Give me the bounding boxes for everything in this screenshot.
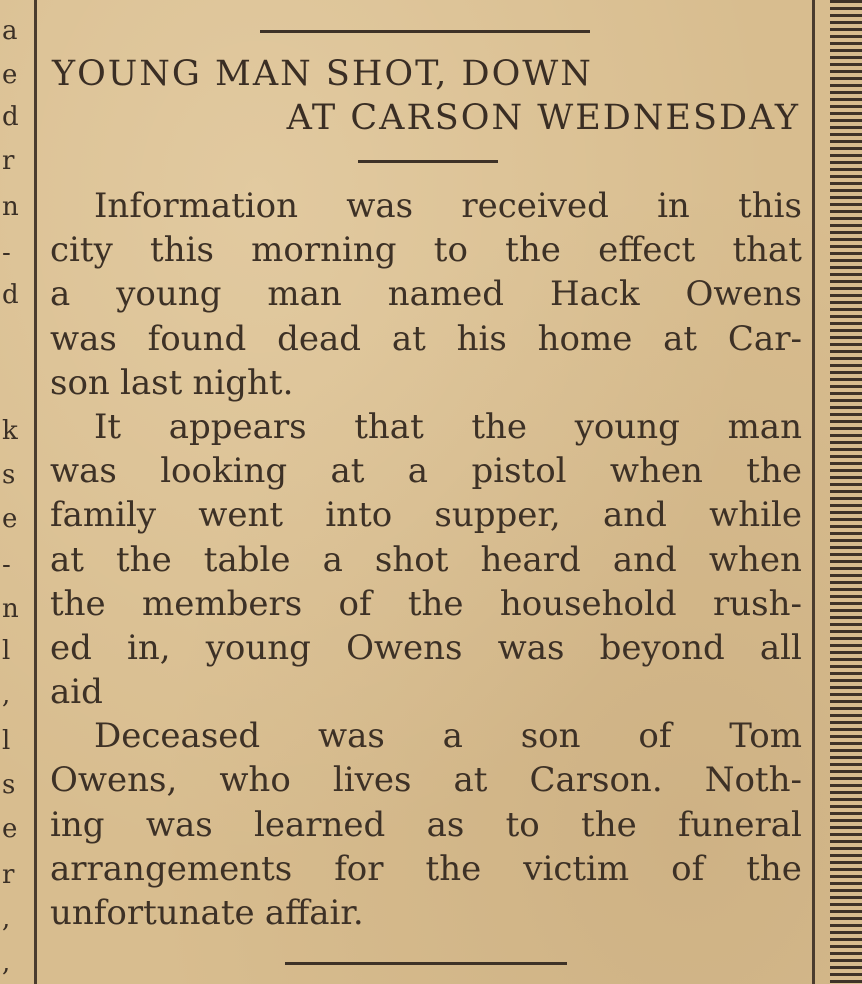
article-word: man (267, 274, 342, 315)
article-word: ed (50, 627, 92, 668)
fragment-char: s (2, 770, 16, 800)
fragment-char: a (2, 16, 18, 46)
article-line (50, 670, 802, 714)
article-word: a (50, 274, 71, 315)
article-word: supper, (434, 495, 561, 536)
article-word: night. (192, 362, 294, 403)
article-word: into (325, 495, 393, 536)
article-word: of (638, 716, 672, 757)
article-word: arrangements (50, 848, 293, 889)
article-word: ing (50, 804, 105, 845)
fragment-char: n (2, 192, 19, 222)
article-word: the (581, 804, 637, 845)
fragment-char: e (2, 60, 18, 90)
article-word: as (426, 804, 465, 845)
article-word: aid (50, 672, 103, 713)
article-word: pistol (471, 451, 567, 492)
top-rule (260, 30, 590, 33)
article-word: and (602, 495, 667, 536)
article-word: and (612, 539, 677, 580)
article-word: of (338, 583, 372, 624)
article-word: rush- (712, 583, 802, 624)
article-word: was (50, 451, 117, 492)
article-word: son (50, 362, 110, 403)
article-word: named (387, 274, 505, 315)
article-word: Owens (685, 274, 802, 315)
fragment-char: l (2, 726, 11, 756)
article-word: in (657, 186, 690, 226)
article-word: this (738, 186, 802, 226)
article-word: a (442, 716, 463, 757)
column-rule-right (812, 0, 815, 984)
article-word: funeral (678, 804, 802, 845)
article-word: learned (253, 804, 386, 845)
article-word: a (322, 539, 343, 580)
article-line (50, 493, 802, 537)
article-word: home (537, 318, 633, 359)
article-word: for (334, 848, 384, 889)
article-word: was (50, 318, 117, 359)
article-word: dead (277, 318, 361, 359)
article-word: beyond (599, 627, 725, 668)
article-word: Deceased (94, 716, 261, 757)
article-word: Information (94, 186, 299, 226)
article-line (50, 405, 802, 449)
article-word: that (732, 230, 802, 271)
article-word: at (50, 539, 84, 580)
article-word: man (727, 406, 802, 447)
article-word: members (141, 583, 303, 624)
article-line (50, 582, 802, 626)
fragment-char: k (2, 416, 18, 446)
fragment-char: , (2, 948, 11, 978)
article-word: Carson. (529, 760, 663, 801)
fragment-char: n (2, 594, 19, 624)
article-word: young (116, 274, 222, 315)
article-word: shot (374, 539, 449, 580)
article-word: Owens, (50, 760, 178, 801)
fragment-char: - (2, 550, 11, 580)
article-word: unfortunate (50, 893, 255, 933)
article-word: the (746, 848, 802, 889)
article-word: lives (332, 760, 412, 801)
article-word: while (709, 495, 802, 536)
fragment-char: d (2, 102, 19, 132)
article-word: appears (168, 406, 307, 447)
article-word: all (759, 627, 802, 668)
fragment-char: e (2, 504, 18, 534)
headline-line-2: AT CARSON WEDNESDAY (286, 98, 800, 138)
article-word: received (461, 186, 609, 226)
article-line (50, 184, 802, 228)
article-word: at (453, 760, 488, 801)
article-word: in, (127, 627, 171, 668)
article-word: this (150, 230, 214, 271)
article-word: son (520, 716, 581, 757)
article-body (50, 184, 802, 935)
article-word: It (94, 406, 122, 447)
article-line (50, 449, 802, 493)
fragment-char: r (2, 146, 15, 176)
fragment-char: r (2, 860, 15, 890)
headline-divider (358, 160, 498, 163)
article-word: heard (480, 539, 581, 580)
bottom-rule (285, 962, 567, 965)
article-word: looking (160, 451, 288, 492)
article-word: family (50, 495, 157, 536)
headline-line-1: YOUNG MAN SHOT, DOWN (52, 54, 593, 94)
fragment-char: , (2, 904, 11, 934)
article-word: found (147, 318, 247, 359)
article-word: the (50, 583, 106, 624)
article-word: last (120, 362, 183, 403)
article-word: went (198, 495, 284, 536)
article-word: when (708, 539, 802, 580)
article-word: the (116, 539, 172, 580)
article-word: was (145, 804, 213, 845)
article-word: young (574, 406, 680, 447)
fragment-char: d (2, 280, 19, 310)
article-word: affair. (264, 893, 364, 933)
article-word: to (433, 230, 468, 271)
article-word: at (391, 318, 426, 359)
article-word: the (746, 451, 802, 492)
article-word: a (407, 451, 429, 492)
article-word: that (354, 406, 424, 447)
article-word: Owens (346, 627, 463, 668)
article-word: young (205, 627, 311, 668)
article-word: city (50, 230, 113, 271)
article-word: his (456, 318, 507, 359)
article-word: when (609, 451, 703, 492)
article-line (50, 361, 802, 405)
article-word: to (505, 804, 540, 845)
article-word: Noth- (704, 760, 802, 801)
fragment-char: s (2, 460, 16, 490)
article-word: was (497, 627, 565, 668)
article-word: the (407, 583, 464, 624)
article-word: at (663, 318, 698, 359)
article-line (50, 803, 802, 847)
article-line (50, 847, 802, 891)
fragment-char: e (2, 814, 18, 844)
article-word: Car- (727, 318, 802, 359)
article-line (50, 228, 802, 272)
article-word: household (499, 583, 677, 624)
article-word: morning (251, 230, 397, 271)
article-line (50, 891, 802, 935)
article-word: Hack (550, 274, 640, 315)
article-word: who (219, 760, 291, 801)
article-word: victim (523, 848, 630, 889)
article-word: the (505, 230, 561, 271)
article-line (50, 317, 802, 361)
article-word: effect (598, 230, 696, 271)
article-line (50, 714, 802, 758)
adjacent-column-fragment (0, 0, 26, 984)
article-line (50, 272, 802, 316)
fragment-char: l (2, 636, 11, 666)
column-rule-left (34, 0, 37, 984)
article-word: Tom (729, 716, 802, 757)
article-word: was (317, 716, 385, 757)
article-line (50, 758, 802, 802)
article-line (50, 538, 802, 582)
fragment-char: - (2, 238, 11, 268)
adjacent-column-hatching (830, 0, 862, 984)
article-word: table (203, 539, 291, 580)
article-word: the (425, 848, 482, 889)
article-word: of (671, 848, 705, 889)
article-word: the (471, 406, 528, 447)
article-word: at (330, 451, 365, 492)
article-line (50, 626, 802, 670)
article-word: was (346, 186, 414, 226)
fragment-char: , (2, 680, 11, 710)
